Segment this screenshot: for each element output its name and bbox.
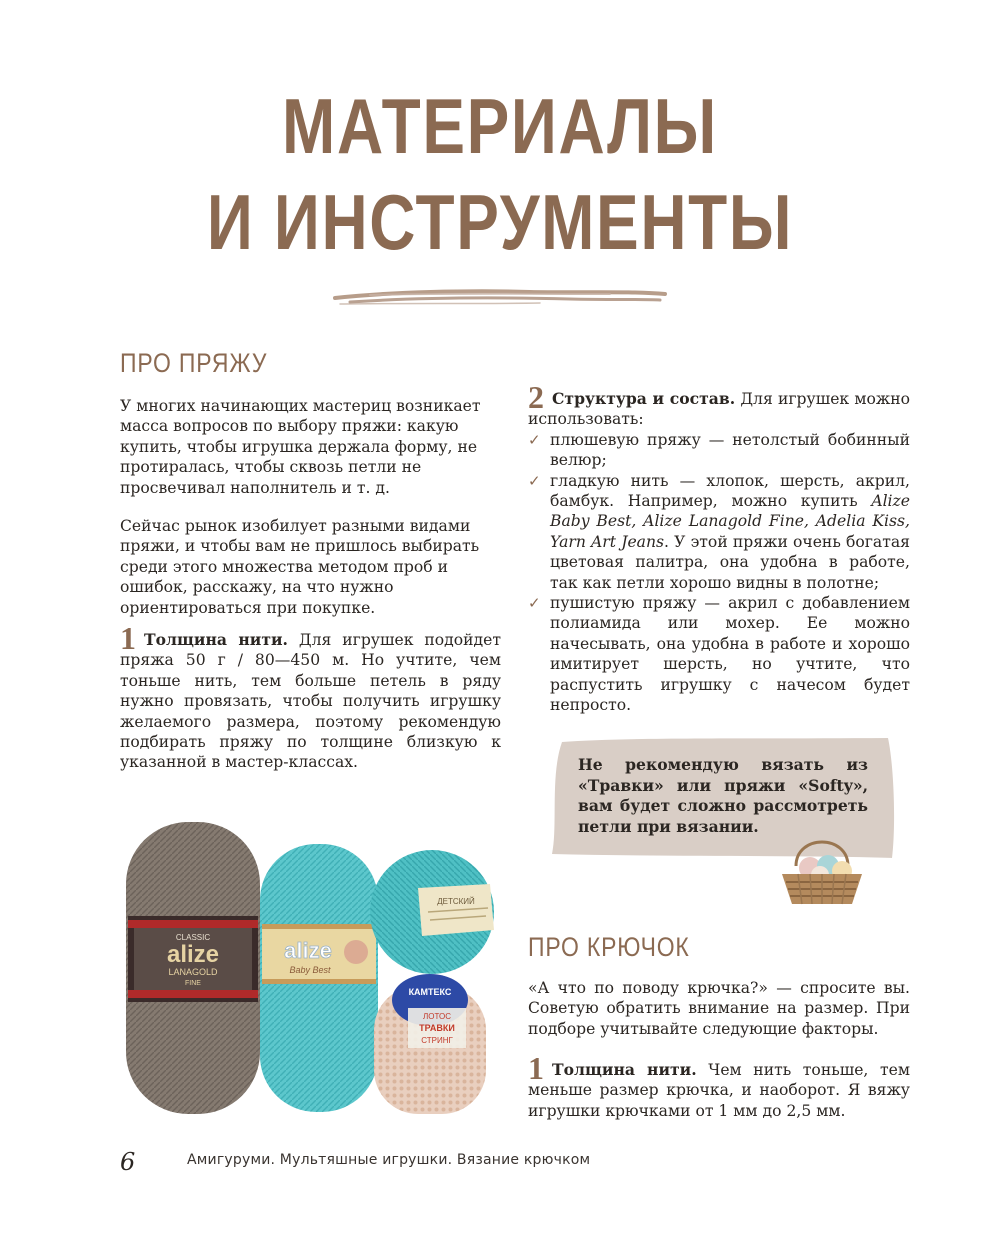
brush-stroke-divider [330,282,670,312]
point-number: 1 [528,1050,544,1086]
checkmark-icon: ✓ [528,594,541,613]
skein-label-text: ЛОТОС [423,1012,451,1021]
point-text: Для игрушек подойдет пряжа 50 г / 80—450 м. Но учтите, чем тоньше нить, тем больше петель в ряду нужно провязать, чтобы получить игрушку желаемого размера, поэтому рекомендую подбирать пряжу по толщине близкую к указанной в мастер-классах. [120,631,501,772]
hook-intro-paragraph: «А что по поводу крючка?» — спросите вы. Советую обратить внимание на размер. При подборе учитывайте следующие факторы. [528,979,910,1038]
point-number: 1 [120,620,136,656]
point-title: Структура и состав. [552,389,736,408]
page-title-line2: И ИНСТРУМЕНТЫ [206,178,794,266]
skein-label-text: Baby Best [289,965,331,975]
point-title: Толщина нити. [144,630,288,649]
page-title [0,78,1000,270]
yarn-intro-paragraph-1: У многих начинающих мастериц возникает масса вопросов по выбору пряжи: какую купить, чтобы игрушка держала форму, не протиралась, чтобы сквозь петли не просвечивал наполнитель и т. д. [120,397,481,497]
yarn-basket-illustration [776,826,868,908]
section-heading-yarn: ПРО ПРЯЖУ [120,348,268,378]
list-item: ✓ плюшевую пряжу — нетолстый бобинный велюр; [528,430,910,470]
checkmark-icon: ✓ [528,430,541,449]
checkmark-icon: ✓ [528,471,541,490]
yarn-point-1 [120,620,501,773]
yarn-brand-names: Alize Baby Best, Alize Lanagold Fine, Adelia Kiss, Yarn Art Jeans [550,492,910,551]
list-item: ✓ гладкую нить — хлопок, шерсть, акрил, бамбук. Например, можно купить Alize Baby Best, Alize Lanagold Fine, Adelia Kiss, Yarn Art Jeans. У этой пряжи очень богатая цветовая палитра, она удобна в работе, так как петли хорошо видны в полотне; [528,471,910,592]
page-number: 6 [120,1148,136,1176]
yarn-intro-paragraph-2: Сейчас рынок изобилует разными видами пряжи, и чтобы вам не пришлось выбирать среди этого множества методом проб и ошибок, расскажу, на что нужно ориентироваться при покупке. [120,517,480,617]
yarn-skeins-photo [118,812,498,1122]
yarn-point-2 [528,379,910,716]
point-text: Для игрушек можно использовать: [528,390,910,429]
list-item: ✓ пушистую пряжу — акрил с добавлением полиамида или мохер. Ее можно начесывать, она удобна в работе и хорошо имитирует шерсть, но учтите, что распустить игрушку с начесом будет непросто. [528,594,910,715]
skein-label-text: FINE [185,980,201,987]
running-footer-title: Амигуруми. Мультяшные игрушки. Вязание крючком [187,1152,591,1168]
skein-label-text: alize [166,941,220,968]
skein-label-text: ДЕТСКИЙ [437,897,475,906]
page-title-line1: МАТЕРИАЛЫ [282,82,718,170]
skein-label-text: LANAGOLD [168,967,218,977]
skein-label-text: ТРАВКИ [419,1023,455,1033]
skein-label-text: КАМТЕКС [408,987,452,997]
point-2-intro [528,379,910,430]
point-number: 2 [528,379,544,415]
callout-note: Не рекомендую вязать из «Травки» или пряжи «Softy», вам будет сложно рассмотреть петли при вязании. [578,755,868,836]
skein-alize-baby-best [260,844,378,1112]
yarn-types-list [528,430,910,716]
skein-kamtex-travka [374,974,486,1114]
skein-alize-lanagold [126,822,260,1114]
skein-cyan-ball [370,850,494,974]
hook-point-1 [528,1050,910,1121]
skein-label-text: СТРИНГ [421,1036,453,1045]
point-title: Толщина нити. [552,1060,697,1079]
section-heading-hook: ПРО КРЮЧОК [528,932,690,962]
skein-label-text: CLASSIC [175,933,211,942]
skein-label-text: alize [284,938,332,963]
point-text: Чем нить тоньше, тем меньше размер крючка, и наоборот. Я вяжу игрушки крючками от 1 мм до 2,5 мм. [528,1061,910,1120]
